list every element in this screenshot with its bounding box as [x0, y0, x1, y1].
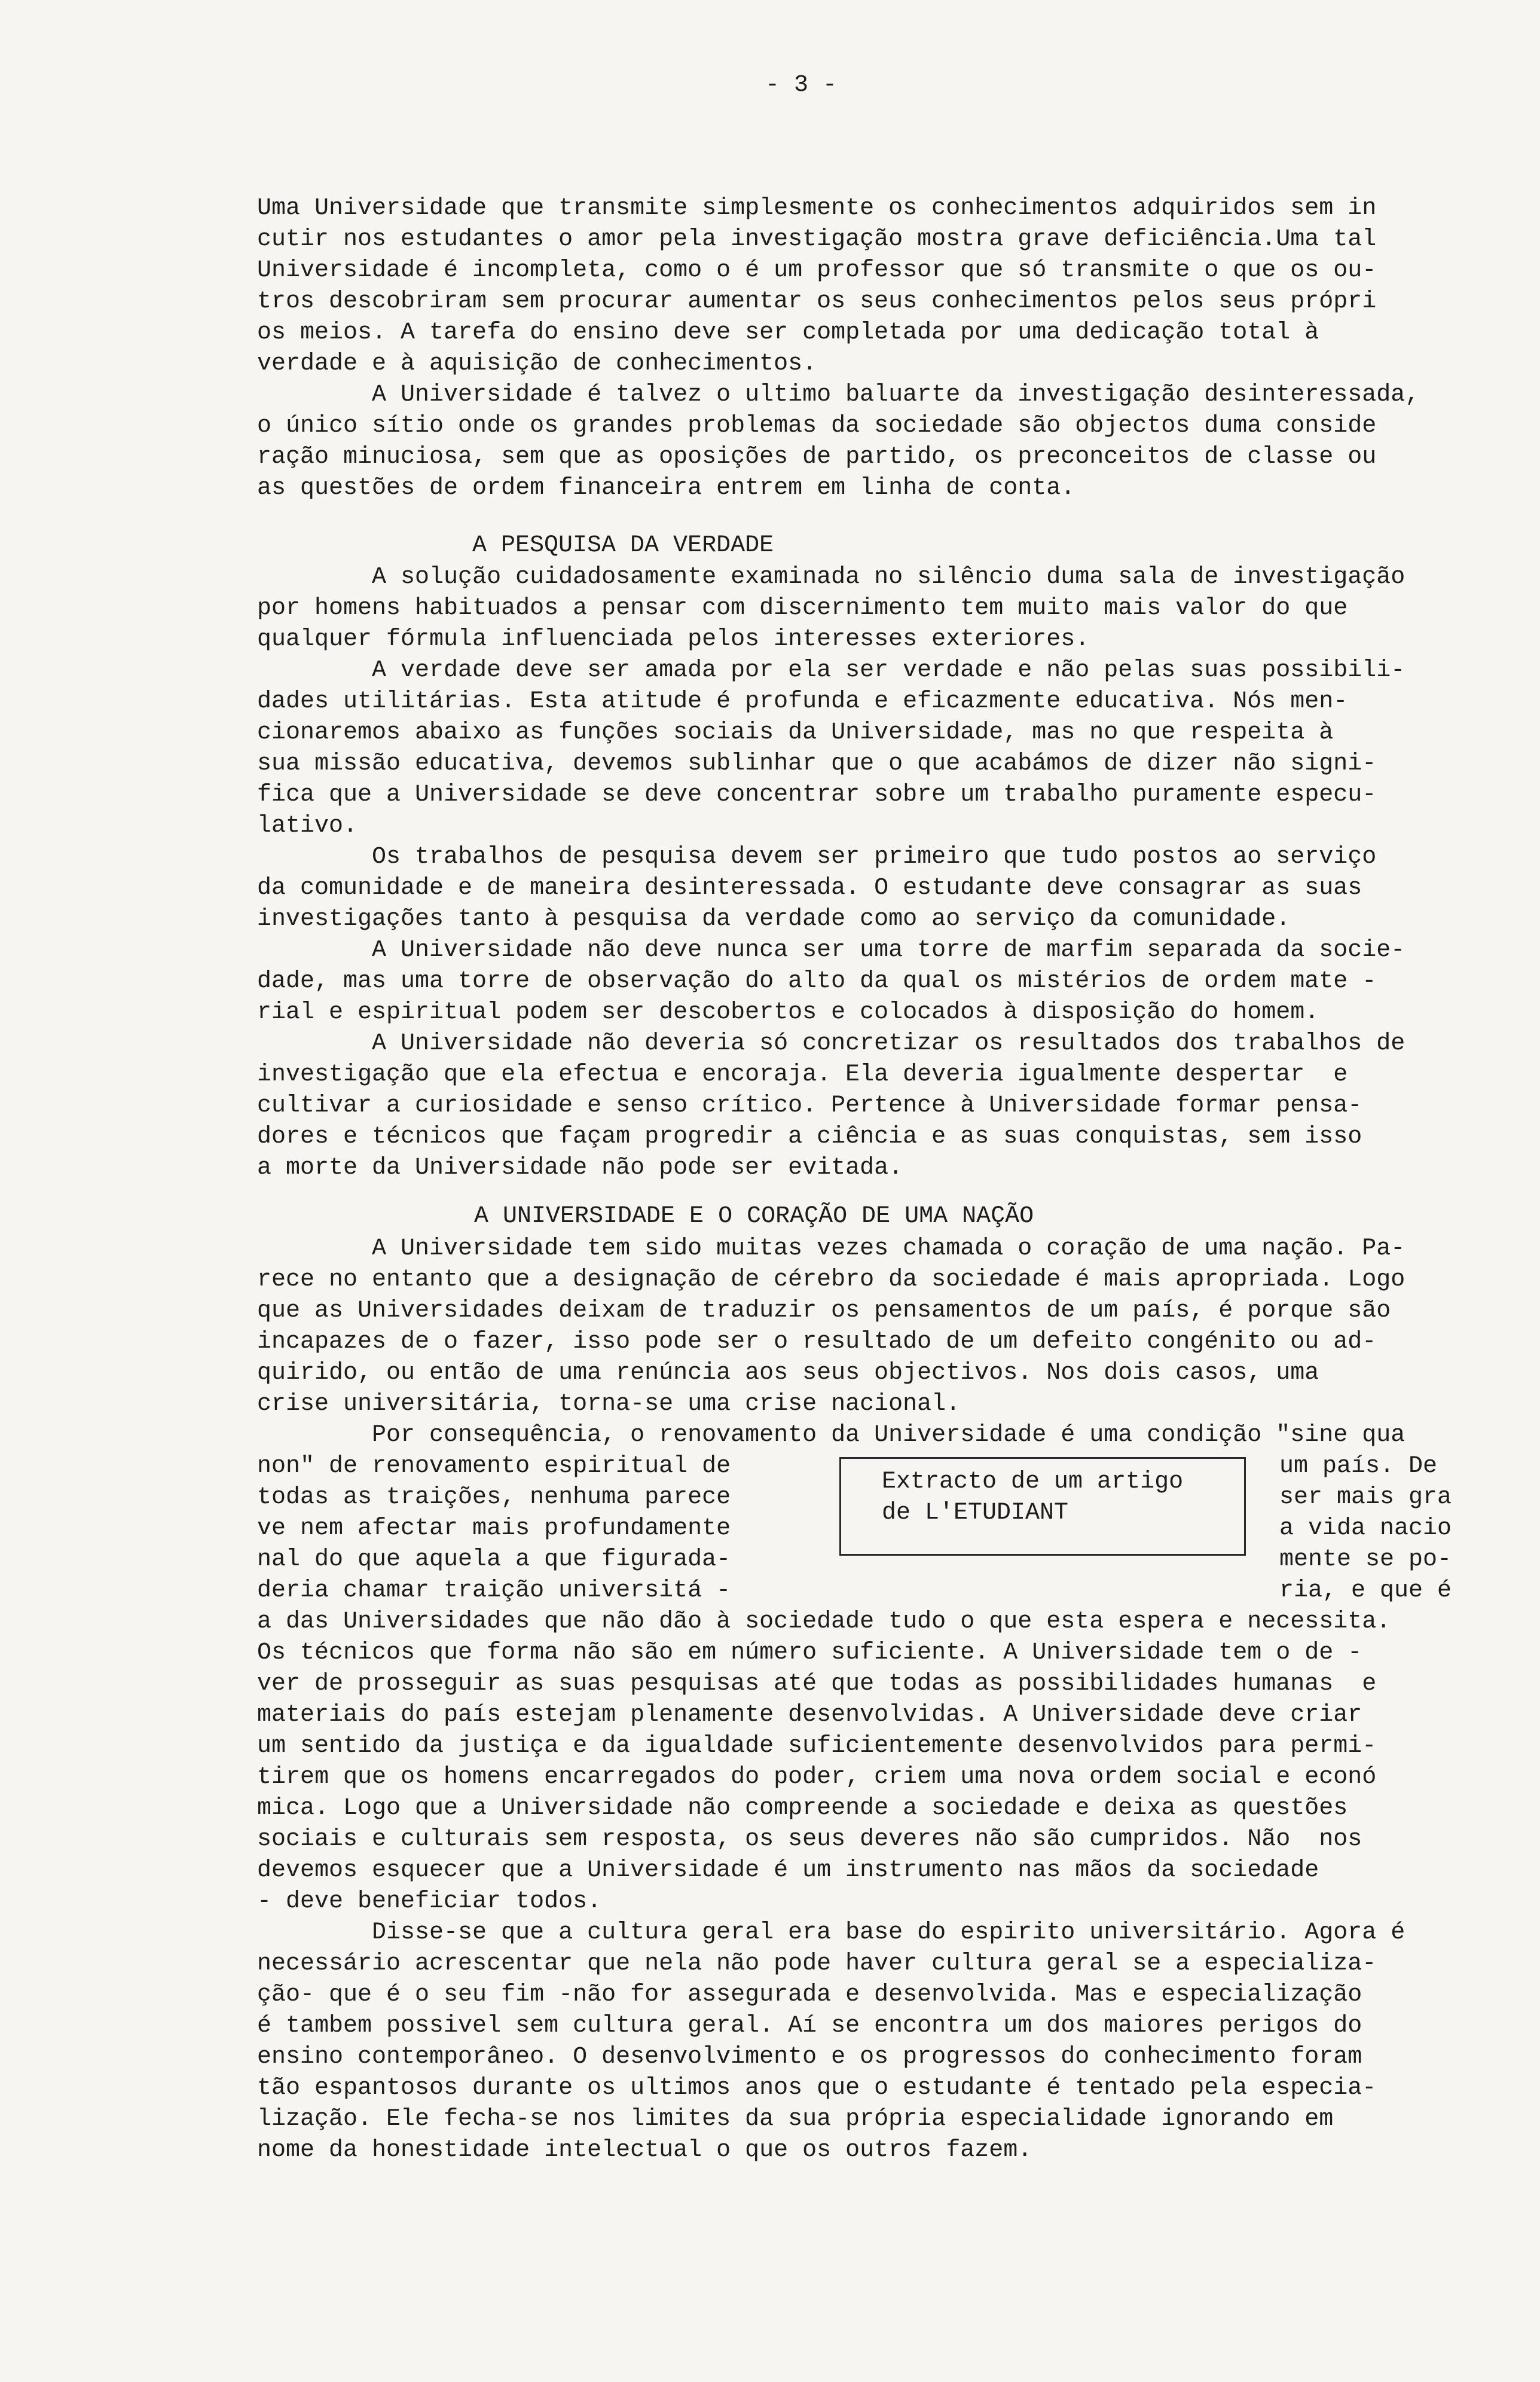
text-line: A Universidade não deve nunca ser uma torre de marfim separada da socie- — [257, 937, 1405, 964]
text-line: lização. Ele fecha-se nos limites da sua própria especialidade ignorando em — [257, 2106, 1334, 2133]
text-line: investigação que ela efectua e encoraja. Ela deveria igualmente despertar e — [257, 1061, 1348, 1088]
text-line: investigações tanto à pesquisa da verdade como ao serviço da comunidade. — [257, 906, 1291, 933]
box-text-line: de L'ETUDIANT — [882, 1500, 1069, 1526]
text-line: as questões de ordem financeira entrem em linha de conta. — [257, 475, 1075, 502]
text-line: devemos esquecer que a Universidade é um instrumento nas mãos da sociedade — [257, 1857, 1319, 1884]
text-line: A solução cuidadosamente examinada no silêncio duma sala de investigação — [257, 564, 1405, 591]
text-line: necessário acrescentar que nela não pode haver cultura geral se a especializa- — [257, 1950, 1377, 1977]
text-line: é tambem possivel sem cultura geral. Aí se encontra um dos maiores perigos do — [257, 2013, 1362, 2039]
text-line: rial e espiritual podem ser descobertos e colocados à disposição do homem. — [257, 999, 1319, 1026]
text-line: sociais e culturais sem resposta, os seus deveres não são cumpridos. Não nos — [257, 1826, 1362, 1853]
text-line: os meios. A tarefa do ensino deve ser completada por uma dedicação total à — [257, 319, 1319, 346]
text-line: ensino contemporâneo. O desenvolvimento e os progressos do conhecimento foram — [257, 2044, 1362, 2070]
text-line: non" de renovamento espiritual de — [257, 1453, 731, 1480]
text-line: a das Universidades que não dão à sociedade tudo o que esta espera e necessita. — [257, 1608, 1391, 1635]
text-line: tirem que os homens encarregados do poder, criem uma nova ordem social e econó — [257, 1764, 1377, 1791]
text-line: fica que a Universidade se deve concentrar sobre um trabalho puramente especu- — [257, 781, 1377, 808]
text-line: tros descobriram sem procurar aumentar os seus conhecimentos pelos seus própri — [257, 288, 1377, 315]
text-line: sua missão educativa, devemos sublinhar que o que acabámos de dizer não signi- — [257, 750, 1377, 777]
text-line: ser mais gra — [1279, 1484, 1452, 1511]
text-line: Por consequência, o renovamento da Universidade é uma condição "sine qua — [257, 1422, 1405, 1449]
text-line: A Universidade é talvez o ultimo baluarte da investigação desinteressada, — [257, 381, 1420, 408]
text-line: da comunidade e de maneira desinteressada. O estudante deve consagrar as suas — [257, 875, 1362, 902]
text-line: a vida nacio — [1279, 1515, 1452, 1542]
text-line: dores e técnicos que façam progredir a ciência e as suas conquistas, sem isso — [257, 1123, 1362, 1150]
text-line: dade, mas uma torre de observação do alto da qual os mistérios de ordem mate - — [257, 968, 1377, 995]
text-line: A Universidade não deveria só concretizar os resultados dos trabalhos de — [257, 1030, 1405, 1057]
text-line: ria, e que é — [1279, 1577, 1452, 1604]
text-line: tão espantosos durante os ultimos anos que o estudante é tentado pela especia- — [257, 2075, 1377, 2102]
text-line: - deve beneficiar todos. — [257, 1888, 602, 1915]
text-line: cultivar a curiosidade e senso crítico. Pertence à Universidade formar pensa- — [257, 1092, 1362, 1119]
text-line: nal do que aquela a que figurada- — [257, 1546, 731, 1573]
text-line: Universidade é incompleta, como o é um professor que só transmite o que os ou- — [257, 257, 1377, 284]
text-line: Os técnicos que forma não são em número suficiente. A Universidade tem o de - — [257, 1639, 1362, 1666]
text-line: lativo. — [257, 813, 358, 839]
text-line: que as Universidades deixam de traduzir os pensamentos de um país, é porque são — [257, 1297, 1391, 1324]
text-line: Os trabalhos de pesquisa devem ser primeiro que tudo postos ao serviço — [257, 844, 1377, 871]
text-line: Disse-se que a cultura geral era base do espirito universitário. Agora é — [257, 1919, 1405, 1946]
text-line: todas as traições, nenhuma parece — [257, 1484, 731, 1511]
text-line: crise universitária, torna-se uma crise nacional. — [257, 1391, 961, 1418]
text-line: ração minuciosa, sem que as oposições de partido, os preconceitos de classe ou — [257, 444, 1377, 471]
text-line: mente se po- — [1279, 1546, 1452, 1573]
text-line: nome da honestidade intelectual o que os outros fazem. — [257, 2137, 1032, 2164]
text-line: verdade e à aquisição de conhecimentos. — [257, 350, 817, 377]
box-text-line: Extracto de um artigo — [882, 1468, 1184, 1495]
text-line: ção- que é o seu fim -não for assegurada e desenvolvida. Mas e especialização — [257, 1981, 1362, 2008]
text-line: materiais do país estejam plenamente desenvolvidas. A Universidade deve criar — [257, 1702, 1362, 1729]
text-line: a morte da Universidade não pode ser evitada. — [257, 1155, 903, 1181]
text-line: deria chamar traição universitá - — [257, 1577, 731, 1604]
text-line: cutir nos estudantes o amor pela investigação mostra grave deficiência.Uma tal — [257, 226, 1377, 253]
text-line: dades utilitárias. Esta atitude é profunda e eficazmente educativa. Nós men- — [257, 688, 1348, 715]
text-line: A Universidade tem sido muitas vezes chamada o coração de uma nação. Pa- — [257, 1235, 1405, 1262]
text-line: rece no entanto que a designação de cérebro da sociedade é mais apropriada. Logo — [257, 1266, 1405, 1293]
text-line: A verdade deve ser amada por ela ser verdade e não pelas suas possibili- — [257, 657, 1405, 684]
text-line: um sentido da justiça e da igualdade suficientemente desenvolvidos para permi- — [257, 1733, 1377, 1760]
text-line: um país. De — [1279, 1453, 1438, 1480]
text-line: incapazes de o fazer, isso pode ser o resultado de um defeito congénito ou ad- — [257, 1329, 1377, 1355]
page-number: - 3 - — [765, 72, 838, 99]
section-heading: A PESQUISA DA VERDADE — [472, 532, 774, 559]
text-line: cionaremos abaixo as funções sociais da Universidade, mas no que respeita à — [257, 719, 1334, 746]
text-line: o único sítio onde os grandes problemas da sociedade são objectos duma conside — [257, 413, 1377, 439]
text-line: por homens habituados a pensar com discernimento tem muito mais valor do que — [257, 595, 1348, 622]
text-line: mica. Logo que a Universidade não compreende a sociedade e deixa as questões — [257, 1795, 1348, 1822]
text-line: Uma Universidade que transmite simplesmente os conhecimentos adquiridos sem in — [257, 195, 1377, 222]
section-heading: A UNIVERSIDADE E O CORAÇÃO DE UMA NAÇÃO — [474, 1203, 1034, 1230]
text-line: ve nem afectar mais profundamente — [257, 1515, 731, 1542]
text-line: qualquer fórmula influenciada pelos interesses exteriores. — [257, 626, 1090, 653]
source-box — [839, 1457, 1246, 1556]
text-line: ver de prosseguir as suas pesquisas até que todas as possibilidades humanas e — [257, 1671, 1377, 1697]
text-line: quirido, ou então de uma renúncia aos seus objectivos. Nos dois casos, uma — [257, 1360, 1319, 1387]
